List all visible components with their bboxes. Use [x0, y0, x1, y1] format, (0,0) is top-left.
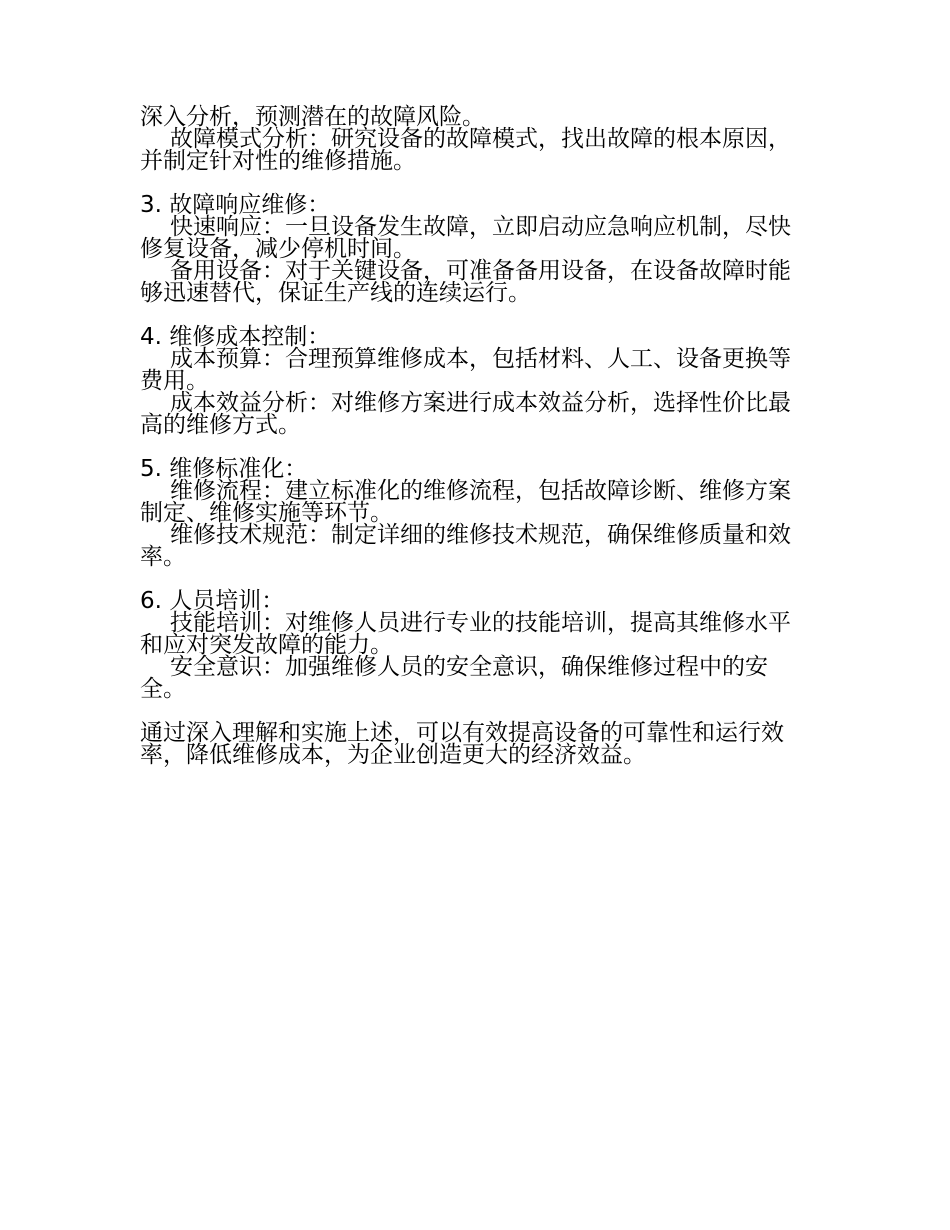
conclusion-text: 通过深入理解和实施上述，可以有效提高设备的可靠性和运行效率，降低维修成本，为企业创造更大的经济效益。 [140, 720, 784, 768]
section-5-item-1: 维修流程：建立标准化的维修流程，包括故障诊断、维修方案制定、维修实施等环节。 [140, 478, 791, 526]
section-heading-4: 4. 维修成本控制： [140, 324, 331, 350]
section-heading-3: 3. 故障响应维修： [140, 192, 331, 218]
intro-item-text: 故障模式分析：研究设备的故障模式，找出故障的根本原因，并制定针对性的维修措施。 [140, 126, 791, 174]
document-body [140, 106, 820, 766]
section-5-item-2: 维修技术规范：制定详细的维修技术规范，确保维修质量和效率。 [140, 522, 791, 570]
section-heading-5: 5. 维修标准化： [140, 456, 308, 482]
section-4-item-2: 成本效益分析：对维修方案进行成本效益分析，选择性价比最高的维修方式。 [140, 390, 791, 438]
section-3-item-2: 备用设备：对于关键设备，可准备备用设备，在设备故障时能够迅速替代，保证生产线的连续运行。 [140, 258, 791, 306]
intro-tail-text: 深入分析，预测潜在的故障风险。 [140, 104, 485, 130]
section-3-item-1: 快速响应：一旦设备发生故障，立即启动应急响应机制，尽快修复设备，减少停机时间。 [140, 214, 791, 262]
section-6-item-1: 技能培训：对维修人员进行专业的技能培训，提高其维修水平和应对突发故障的能力。 [140, 610, 791, 658]
section-heading-6: 6. 人员培训： [140, 588, 285, 614]
section-6-item-2: 安全意识：加强维修人员的安全意识，确保维修过程中的安全。 [140, 654, 768, 702]
section-4-item-1: 成本预算：合理预算维修成本，包括材料、人工、设备更换等费用。 [140, 346, 791, 394]
